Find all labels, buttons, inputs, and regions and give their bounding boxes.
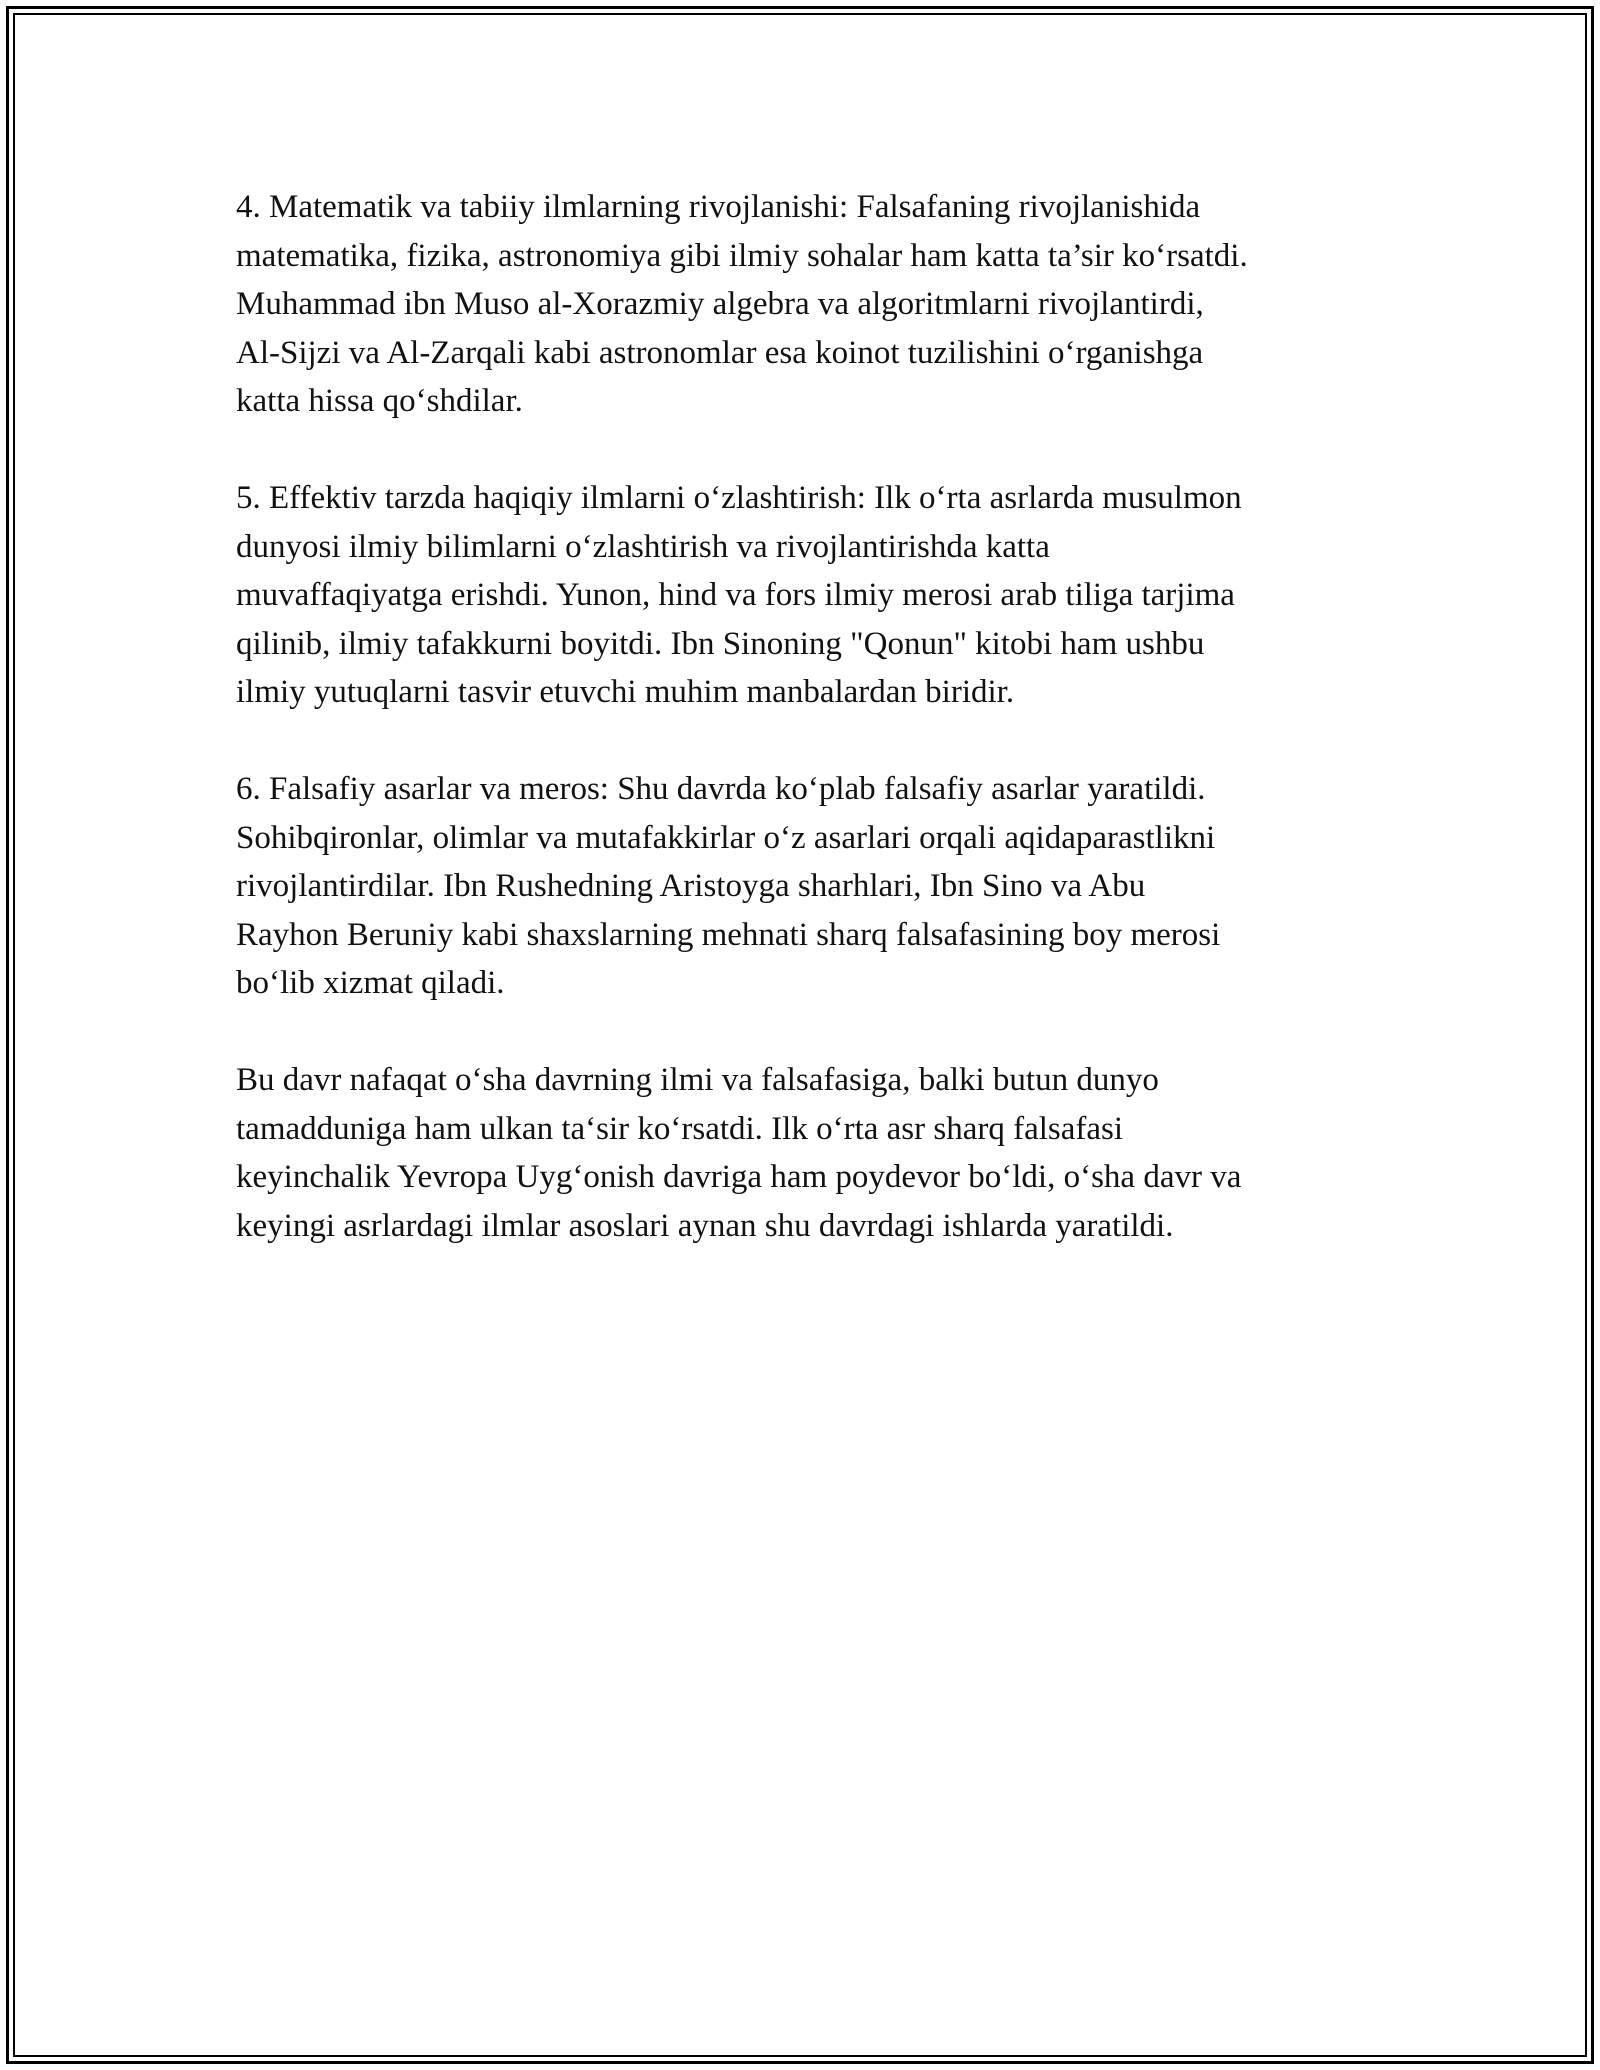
text-line: 5. Effektiv tarzda haqiqiy ilmlarni o‘zlashtirish: Ilk o‘rta asrlarda musulmon [236, 480, 1242, 516]
text-line: 4. Matematik va tabiiy ilmlarning rivojlanishi: Falsafaning rivojlanishida [236, 189, 1201, 225]
text-line: rivojlantirdilar. Ibn Rushedning Aristoyga sharhlari, Ibn Sino va Abu [236, 868, 1146, 904]
text-line: 6. Falsafiy asarlar va meros: Shu davrda ko‘plab falsafiy asarlar yaratildi. [236, 771, 1206, 807]
text-line: tamadduniga ham ulkan ta‘sir ko‘rsatdi. Ilk o‘rta asr sharq falsafasi [236, 1110, 1124, 1147]
text-line: Bu davr nafaqat o‘sha davrning ilmi va falsafasiga, balki butun dunyo [236, 1062, 1159, 1098]
paragraph-mathematics [236, 183, 1386, 426]
text-line: keyingi asrlardagi ilmlar asoslari aynan shu davrdagi ishlarda yaratildi. [236, 1207, 1174, 1244]
paragraph-conclusion [236, 1056, 1386, 1250]
text-line: muvaffaqiyatga erishdi. Yunon, hind va fors ilmiy merosi arab tiliga tarjima [236, 577, 1235, 613]
text-line: katta hissa qo‘shdilar. [236, 383, 523, 419]
text-line: dunyosi ilmiy bilimlarni o‘zlashtirish va rivojlantirishda katta [236, 528, 1050, 565]
text-line: Al-Sijzi va Al-Zarqali kabi astronomlar esa koinot tuzilishini o‘rganishga [236, 334, 1204, 371]
paragraph-philosophy [236, 765, 1386, 1008]
text-line: Sohibqironlar, olimlar va mutafakkirlar o‘z asarlari orqali aqidaparastlikni [236, 819, 1216, 856]
text-line: ilmiy yutuqlarni tasvir etuvchi muhim manbalardan biridir. [236, 674, 1015, 710]
text-line: bo‘lib xizmat qiladi. [236, 965, 505, 1001]
text-line: qilinib, ilmiy tafakkurni boyitdi. Ibn Sinoning "Qonun" kitobi ham ushbu [236, 625, 1205, 662]
text-line: matematika, fizika, astronomiya gibi ilmiy sohalar ham katta ta’sir ko‘rsatdi. [236, 237, 1248, 274]
paragraph-sciences [236, 474, 1386, 717]
text-line: keyinchalik Yevropa Uyg‘onish davriga ham poydevor bo‘ldi, o‘sha davr va [236, 1159, 1242, 1195]
document-body [236, 183, 1386, 1299]
text-line: Muhammad ibn Muso al-Xorazmiy algebra va algoritmlarni rivojlantirdi, [236, 286, 1204, 322]
text-line: Rayhon Beruniy kabi shaxslarning mehnati sharq falsafasining boy merosi [236, 916, 1221, 953]
